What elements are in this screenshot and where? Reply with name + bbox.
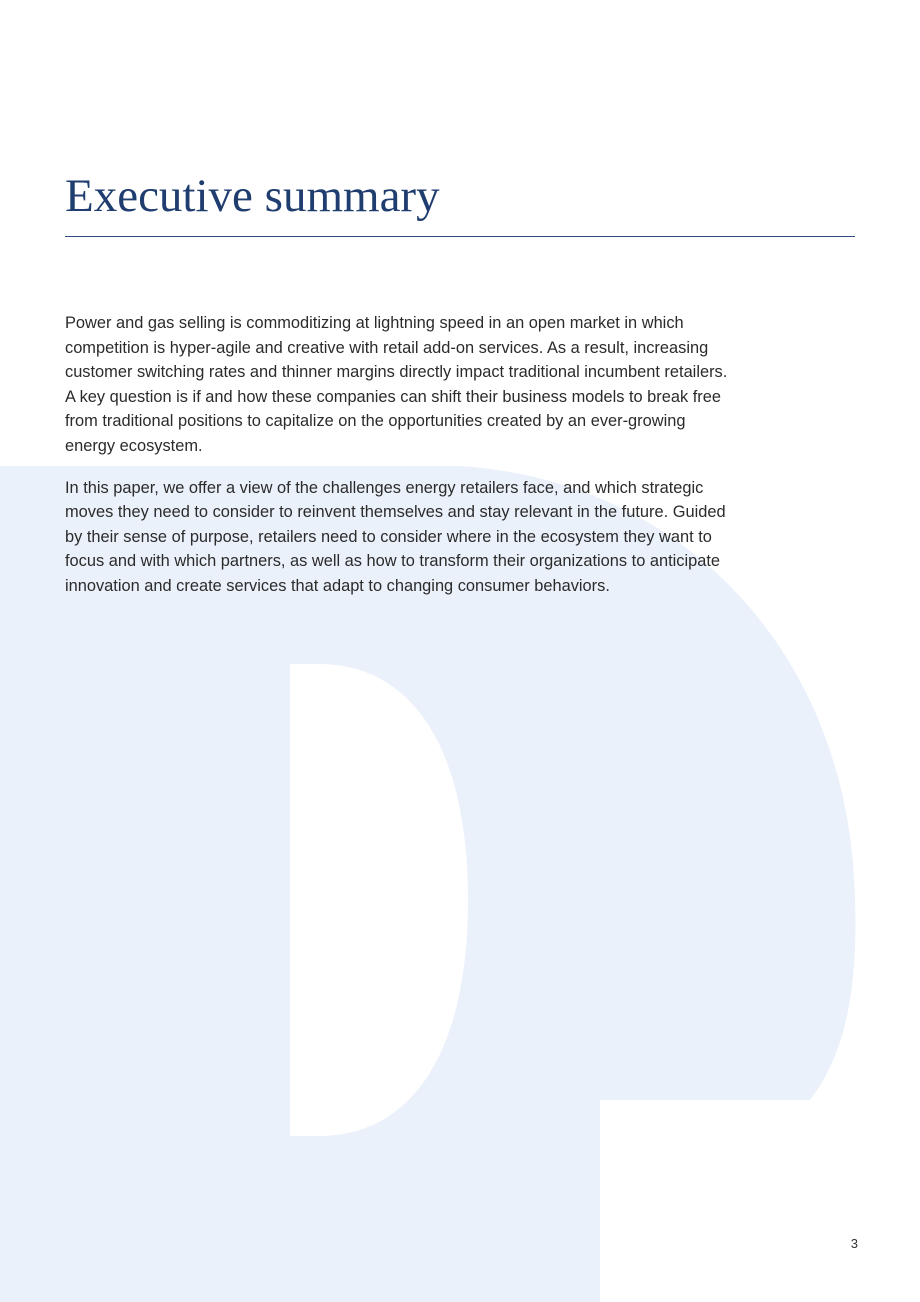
- page-number: 3: [850, 1236, 858, 1251]
- paragraph-2: In this paper, we offer a view of the challenges energy retailers face, and which strategic moves they need to consider to reinvent themselves and stay relevant in the future. Guided by their sense of purpose, retailers need to consider where in the ecosystem they want to focus and with which partners, as well as how to transform their organizations to anticipate innovation and create services that adapt to changing consumer behaviors.: [65, 478, 726, 595]
- body-text: [65, 311, 730, 616]
- title-divider: [65, 236, 855, 237]
- paragraph-1: Power and gas selling is commoditizing at lightning speed in an open market in which competition is hyper-agile and creative with retail add-on services. As a result, increasing customer switching rates and thinner margins directly impact traditional incumbent retailers. A key question is if and how these companies can shift their business models to break free from traditional positions to capitalize on the opportunities created by an ever-growing energy ecosystem.: [65, 314, 728, 455]
- page-title: Executive summary: [65, 170, 440, 222]
